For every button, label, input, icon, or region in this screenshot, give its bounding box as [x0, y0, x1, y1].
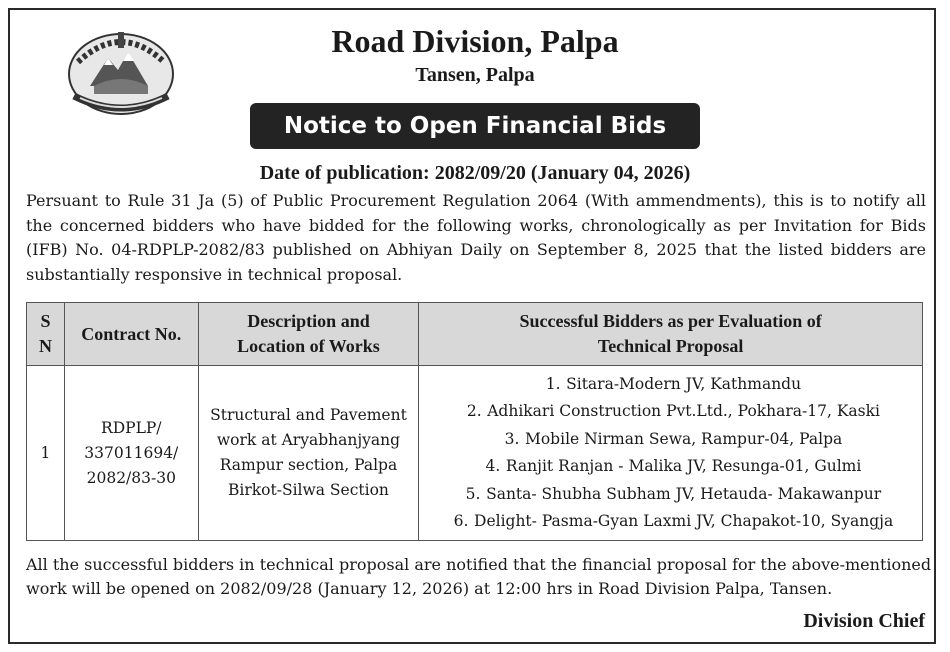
- office-title: Road Division, Palpa: [331, 23, 619, 59]
- bidder-item: 5. Santa- Shubha Subham JV, Hetauda- Makawanpur: [465, 484, 882, 503]
- header-successful-bidders: Successful Bidders as per Evaluation of Technical Proposal: [419, 303, 923, 366]
- closing-paragraph: [26, 553, 932, 601]
- notice-title-banner: Notice to Open Financial Bids: [250, 103, 700, 149]
- closing-line: work will be opened on 2082/09/28 (January 12, 2026) at 12:00 hrs in Road Division Palpa, Tansen.: [26, 579, 833, 598]
- bids-table: [26, 302, 923, 541]
- cell-contract-no: RDPLP/ 337011694/ 2082/83-30: [64, 366, 198, 541]
- table-header-row: [27, 303, 923, 366]
- cell-description: Structural and Pavement work at Aryabhanjyang Rampur section, Palpa Birkot-Silwa Section: [198, 366, 419, 541]
- bidder-item: 2. Adhikari Construction Pvt.Ltd., Pokhara-17, Kaski: [466, 402, 880, 420]
- bidder-item: 3. Mobile Nirman Sewa, Rampur-04, Palpa: [504, 429, 843, 448]
- intro-paragraph: [26, 189, 926, 287]
- header-sn: S N: [27, 303, 65, 366]
- bidder-item: 6. Delight- Pasma-Gyan Laxmi JV, Chapakot-10, Syangja: [453, 512, 894, 530]
- header-contract-no: Contract No.: [64, 303, 198, 366]
- cell-sn: 1: [27, 366, 65, 541]
- office-location: Tansen, Palpa: [415, 64, 535, 86]
- signature-division-chief: Division Chief: [803, 610, 925, 632]
- bidder-item: 4. Ranjit Ranjan - Malika JV, Resunga-01, Gulmi: [485, 457, 862, 475]
- intro-line: (IFB) No. 04-RDPLP-2082/83 published on Abhiyan Daily on September 8, 2025 that the listed bidders are: [26, 240, 926, 259]
- cell-bidders: [419, 366, 923, 541]
- closing-line: All the successful bidders in technical proposal are notified that the financial proposal for the above-mentioned: [26, 555, 932, 574]
- header-description: Description and Location of Works: [198, 303, 419, 366]
- intro-line: the concerned bidders who have bidded for the following works, chronologically as per Invitation for Bids: [26, 215, 926, 235]
- bidder-item: 1. Sitara-Modern JV, Kathmandu: [545, 374, 802, 393]
- intro-line: Persuant to Rule 31 Ja (5) of Public Procurement Regulation 2064 (With ammendments), this is to notify all: [26, 191, 926, 210]
- publication-date: Date of publication: 2082/09/20 (January 04, 2026): [259, 162, 691, 184]
- table-row: [27, 366, 923, 541]
- intro-line: substantially responsive in technical proposal.: [26, 264, 403, 284]
